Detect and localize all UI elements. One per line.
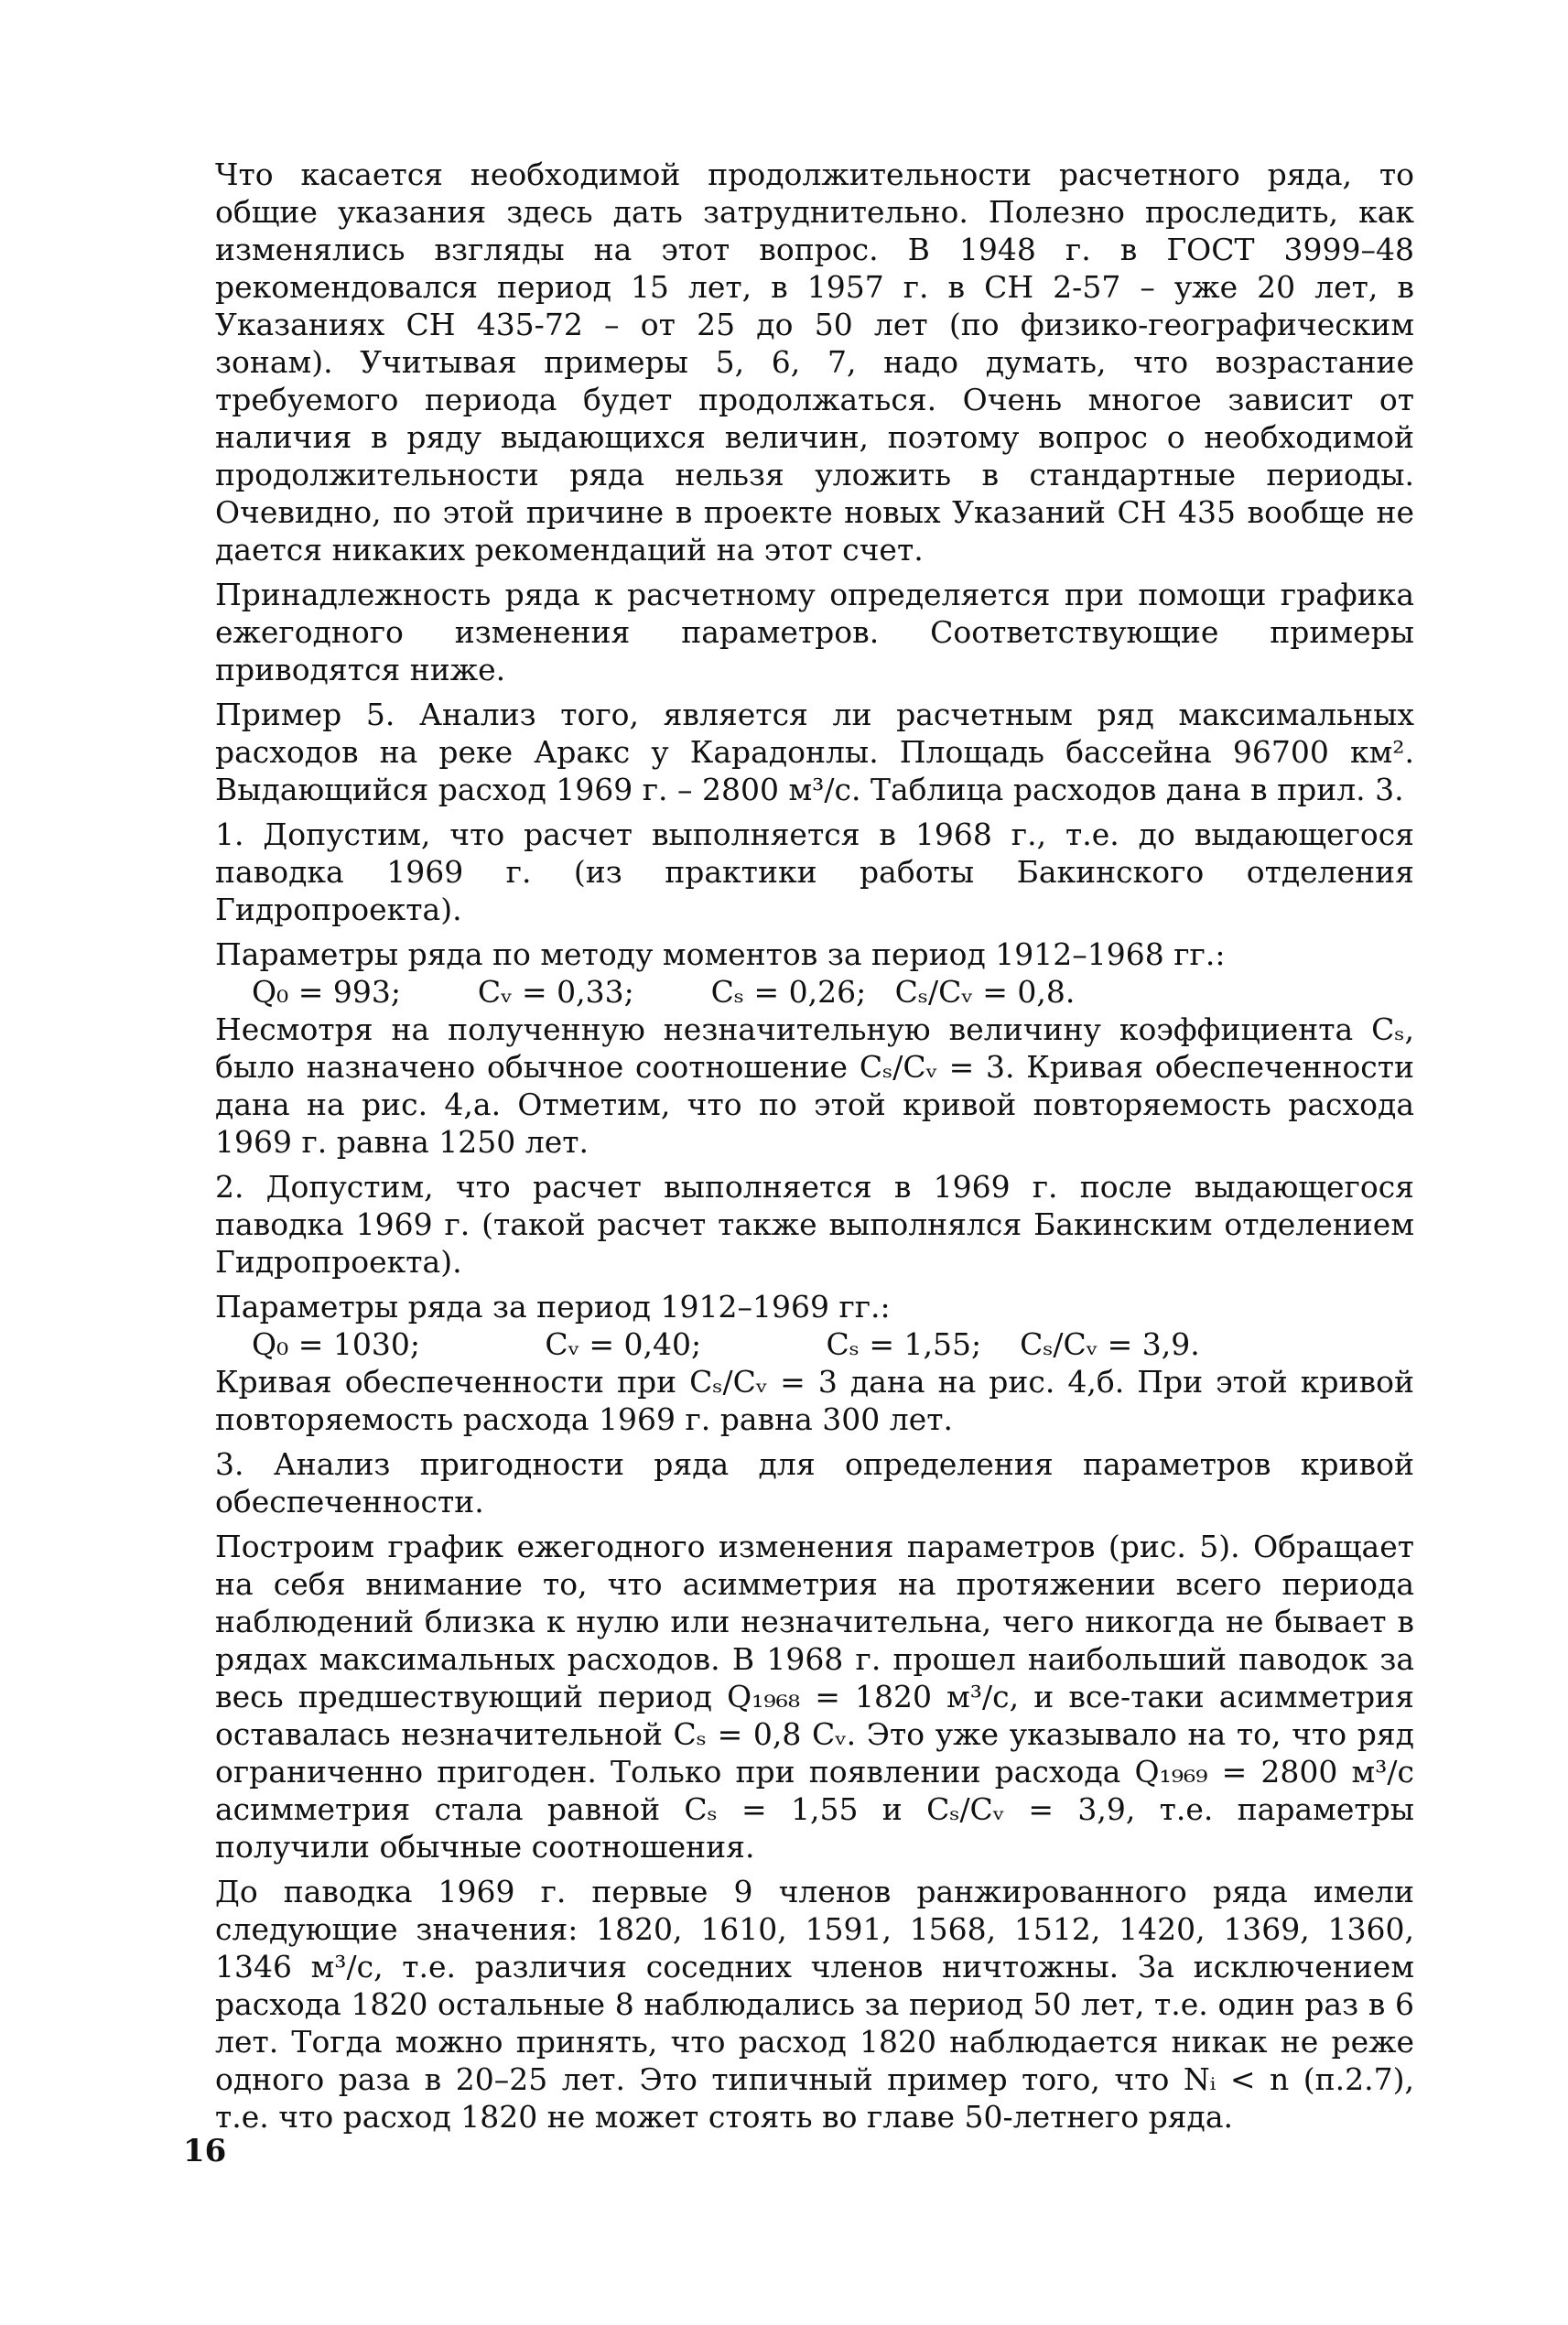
paragraph-cs-ratio: Несмотря на полученную незначительную величину коэффициента Cₛ, было назначено обычное соотношение Cₛ/Cᵥ = 3. Кривая обеспеченности дана на рис. 4,а. Отметим, что по этой кривой повторяемость расхода 1969 г. равна 1250 лет. xyxy=(215,1011,1414,1160)
paragraph-params-1968-heading: Параметры ряда по методу моментов за период 1912–1968 гг.: xyxy=(215,936,1226,972)
page-number: 16 xyxy=(183,2133,227,2169)
paragraph-curve-1969: Кривая обеспеченности при Cₛ/Cᵥ = 3 дана на рис. 4,б. При этой кривой повторяемость расхода 1969 г. равна 300 лет. xyxy=(215,1364,1414,1437)
paragraph-case-1: 1. Допустим, что расчет выполняется в 1968 г., т.е. до выдающегося паводка 1969 г. (из практики работы Бакинского отделения Гидропроекта). xyxy=(215,816,1414,927)
paragraph-ranked-series: До паводка 1969 г. первые 9 членов ранжированного ряда имели следующие значения: 1820, 1610, 1591, 1568, 1512, 1420, 1369, 1360, 1346 м³/с, т.е. различия соседних членов ничтожны. За исключением расхода 1820 остальные 8 наблюдались за период 50 лет, т.е. один раз в 6 лет. Тогда можно принять, что расход 1820 наблюдается никак не реже одного раза в 20–25 лет. Это типичный пример того, что Nᵢ < n (п.2.7), т.е. что расход 1820 не может стоять во главе 50-летнего ряда. xyxy=(215,1874,1414,2135)
formula-params-1968: Q₀ = 993; Cᵥ = 0,33; Cₛ = 0,26; Cₛ/Cᵥ = 0,8. xyxy=(252,974,1076,1010)
formula-params-1969: Q₀ = 1030; Cᵥ = 0,40; Cₛ = 1,55; Cₛ/Cᵥ = 3,9. xyxy=(252,1326,1200,1362)
paragraph-case-3: 3. Анализ пригодности ряда для определения параметров кривой обеспеченности. xyxy=(215,1446,1414,1519)
paragraph-params-1969-heading: Параметры ряда за период 1912–1969 гг.: xyxy=(215,1289,891,1325)
page-body xyxy=(215,156,1414,2143)
paragraph-membership: Принадлежность ряда к расчетному определяется при помощи графика ежегодного изменения параметров. Соответствующие примеры приводятся ниже. xyxy=(215,577,1414,687)
paragraph-graph-analysis: Построим график ежегодного изменения параметров (рис. 5). Обращает на себя внимание то, что асимметрия на протяжении всего периода наблюдений близка к нулю или незначительна, чего никогда не бывает в рядах максимальных расходов. В 1968 г. прошел наибольший паводок за весь предшествующий период Q₁₉₆₈ = 1820 м³/с, и все-таки асимметрия оставалась незначительной Cₛ = 0,8 Cᵥ. Это уже указывало на то, что ряд ограниченно пригоден. Только при появлении расхода Q₁₉₆₉ = 2800 м³/с асимметрия стала равной Cₛ = 1,55 и Cₛ/Cᵥ = 3,9, т.е. параметры получили обычные соотношения. xyxy=(215,1529,1414,1865)
paragraph-case-2: 2. Допустим, что расчет выполняется в 1969 г. после выдающегося паводка 1969 г. (такой расчет также выполнялся Бакинским отделением Гидропроекта). xyxy=(215,1169,1414,1280)
paragraph-series-length: Что касается необходимой продолжительности расчетного ряда, то общие указания здесь дать затруднительно. Полезно проследить, как изменялись взгляды на этот вопрос. В 1948 г. в ГОСТ 3999–48 рекомендовался период 15 лет, в 1957 г. в СН 2-57 – уже 20 лет, в Указаниях СН 435-72 – от 25 до 50 лет (по физико-географическим зонам). Учитывая примеры 5, 6, 7, надо думать, что возрастание требуемого периода будет продолжаться. Очень многое зависит от наличия в ряду выдающихся величин, поэтому вопрос о необходимой продолжительности ряда нельзя уложить в стандартные периоды. Очевидно, по этой причине в проекте новых Указаний СН 435 вообще не дается никаких рекомендаций на этот счет. xyxy=(215,157,1414,568)
paragraph-example-5: Пример 5. Анализ того, является ли расчетным ряд максимальных расходов на реке Аракс у Карадонлы. Площадь бассейна 96700 км². Выдающийся расход 1969 г. – 2800 м³/с. Таблица расходов дана в прил. 3. xyxy=(215,697,1414,807)
